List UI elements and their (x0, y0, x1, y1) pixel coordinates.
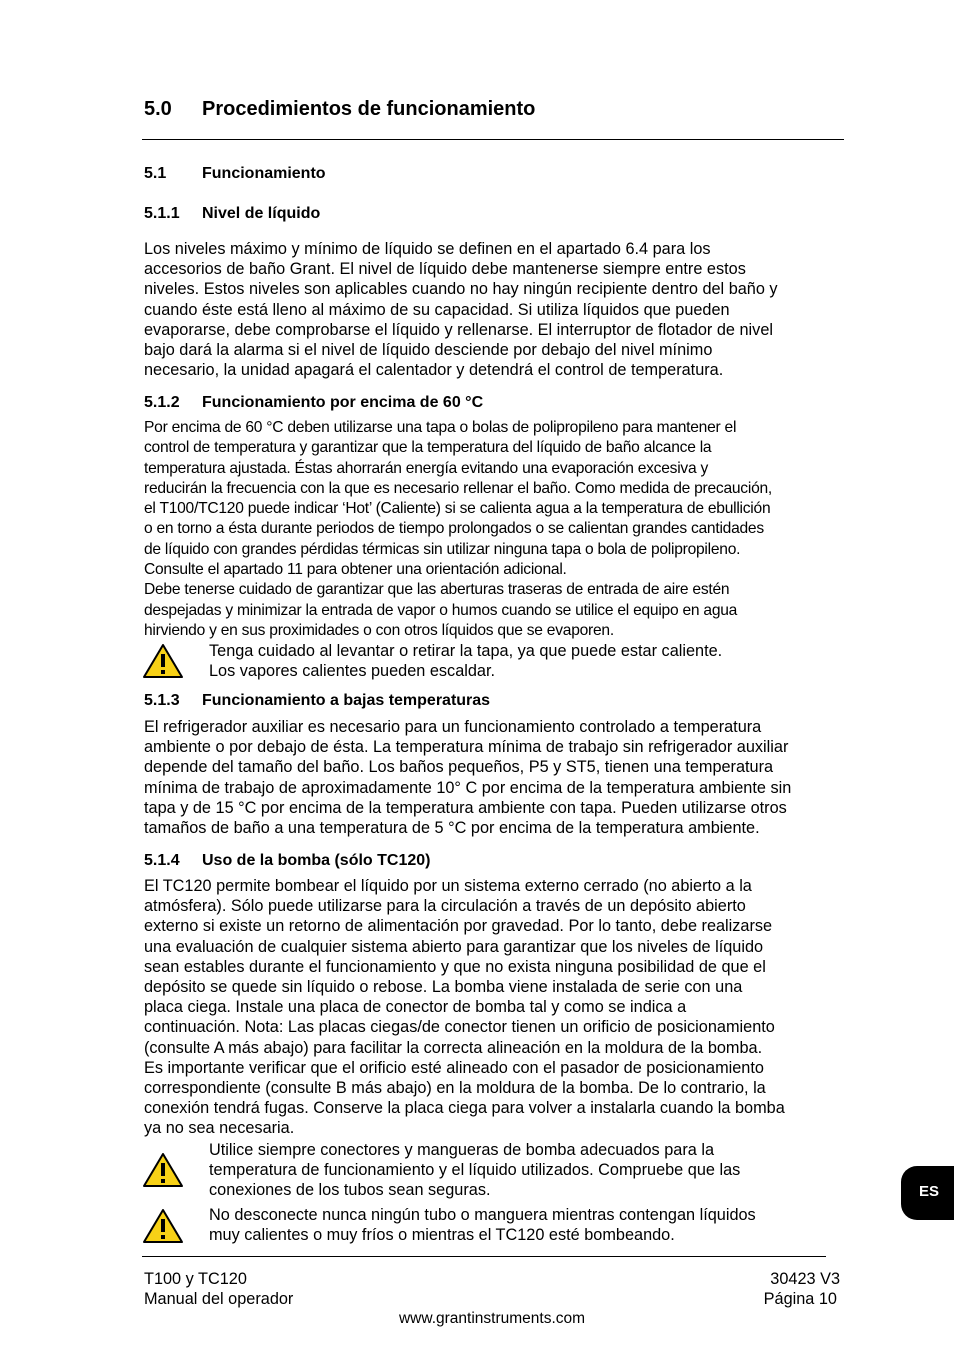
subsection-number: 5.1.2 (144, 394, 180, 411)
paragraph-liquid-level: Los niveles máximo y mínimo de líquido se definen en el apartado 6.4 para los accesorios de baño Grant. El nivel de líquido debe mantenerse siempre entre estos niveles. Estos niveles son aplicables cuando no hay ningún recipiente dentro del baño y cuando éste está lleno al máximo de su capacidad. Si utiliza líquidos que pueden evaporarse, debe comprobarse el líquido y rellenarse. El interruptor de flotador de nivel bajo dará la alarma si el nivel de líquido desciende por debajo del nivel mínimo necesario, la unidad apagará el calentador y detendrá el control de temperatura. (144, 240, 778, 380)
warning-text-disconnect: No desconecte nunca ningún tubo o manguera mientras contengan líquidos muy calientes o muy fríos o mientras el TC120 esté bombeando. (209, 1206, 756, 1245)
subsection-number: 5.1 (144, 165, 167, 182)
subsection-title: Funcionamiento a bajas temperaturas (202, 692, 491, 709)
warning-text-hot-lid: Tenga cuidado al levantar o retirar la tapa, ya que puede estar caliente. Los vapores calientes pueden escaldar. (209, 642, 723, 681)
subsection-title: Funcionamiento (202, 165, 326, 182)
subsection-heading-5-1-2 (144, 393, 483, 413)
heading-rule (142, 139, 844, 140)
warning-triangle-icon (142, 1152, 184, 1188)
footer-product: T100 y TC120 (144, 1270, 247, 1288)
subsection-number: 5.1.3 (144, 692, 180, 709)
language-label: ES (918, 1183, 939, 1200)
warning-triangle-icon (142, 1208, 184, 1244)
footer-document: Manual del operador (144, 1290, 294, 1308)
footer-doc-code: 30423 V3 (770, 1270, 840, 1288)
language-tab (901, 1166, 954, 1220)
subsection-heading-5-1 (144, 164, 326, 184)
subsection-title: Nivel de líquido (202, 205, 321, 222)
paragraph-above-60: Por encima de 60 °C deben utilizarse una tapa o bolas de polipropileno para mantener el control de temperatura y garantizar que la temperatura del líquido de baño alcance la temperatura ajustada. Éstas ahorrarán energía evitando una evaporación excesiva y reducirán la frecuencia con la que es necesario rellenar el baño. Como medida de precaución, el T100/TC120 puede indicar ‘Hot’ (Caliente) si se calienta agua a la temperatura de ebullición o en torno a ésta durante periodos de tiempo prolongados o se calientan grandes cantidades de líquido con grandes pérdidas térmicas sin utilizar ninguna tapa o bola de polipropileno. Consulte el apartado 11 para obtener una orientación adicional. Debe tenerse cuidado de garantizar que las aberturas traseras de entrada de aire estén despejadas y minimizar la entrada de vapor o humos cuando se utilice el equipo en agua hirviendo y en sus proximidades o con otros líquidos que se evaporen. (144, 419, 772, 639)
paragraph-pump-use: El TC120 permite bombear el líquido por un sistema externo cerrado (no abierto a la atmósfera). Sólo puede utilizarse para la circulación a través de un depósito abierto externo si existe un retorno de alimentación por gravedad. Por lo tanto, debe realizarse una evaluación de cualquier sistema abierto para garantizar que los niveles de líquido sean estables durante el funcionamiento y que no exista ninguna posibilidad de que el depósito se quede sin líquido o rebose. La bomba viene instalada de serie con una placa ciega. Instale una placa de conector de bomba tal y como se indica a continuación. Nota: Las placas ciegas/de conector tienen un orificio de posicionamiento (consulte A más abajo) para facilitar la correcta alineación en la moldura de la bomba. Es importante verificar que el orificio esté alineado con el pasador de posicionamiento correspondiente (consulte B más abajo) en la moldura de la bomba. De lo contrario, la conexión tendrá fugas. Conserve la placa ciega para volver a instalarla cuando la bomba ya no sea necesaria. (144, 877, 785, 1138)
subsection-number: 5.1.4 (144, 852, 180, 869)
section-title: Procedimientos de funcionamiento (202, 98, 536, 120)
paragraph-low-temperatures: El refrigerador auxiliar es necesario para un funcionamiento controlado a temperatura ambiente o por debajo de ésta. La temperatura mínima de trabajo sin refrigerador auxiliar depende del tamaño del baño. Los baños pequeños, P5 y ST5, tienen una temperatura mínima de trabajo de aproximadamente 10° C por encima de la temperatura ambiente sin tapa y de 15 °C por encima de la temperatura ambiente con tapa. Pueden utilizarse otros tamaños de baño a una temperatura de 5 °C por encima de la temperatura ambiente. (144, 718, 792, 838)
footer-rule (142, 1256, 826, 1257)
subsection-heading-5-1-4 (144, 851, 430, 871)
section-heading (144, 98, 535, 121)
subsection-heading-5-1-1 (144, 204, 320, 224)
footer-page-number: Página 10 (763, 1290, 837, 1308)
warning-triangle-icon (142, 643, 184, 679)
subsection-number: 5.1.1 (144, 205, 180, 222)
section-number: 5.0 (144, 98, 172, 120)
warning-text-connectors: Utilice siempre conectores y mangueras de bomba adecuados para la temperatura de funcionamiento y el líquido utilizados. Compruebe que las conexiones de los tubos sean seguras. (209, 1141, 741, 1200)
subsection-heading-5-1-3 (144, 691, 490, 711)
subsection-title: Uso de la bomba (sólo TC120) (202, 852, 431, 869)
subsection-title: Funcionamiento por encima de 60 °C (202, 394, 484, 411)
footer-website[interactable]: www.grantinstruments.com (398, 1310, 586, 1327)
